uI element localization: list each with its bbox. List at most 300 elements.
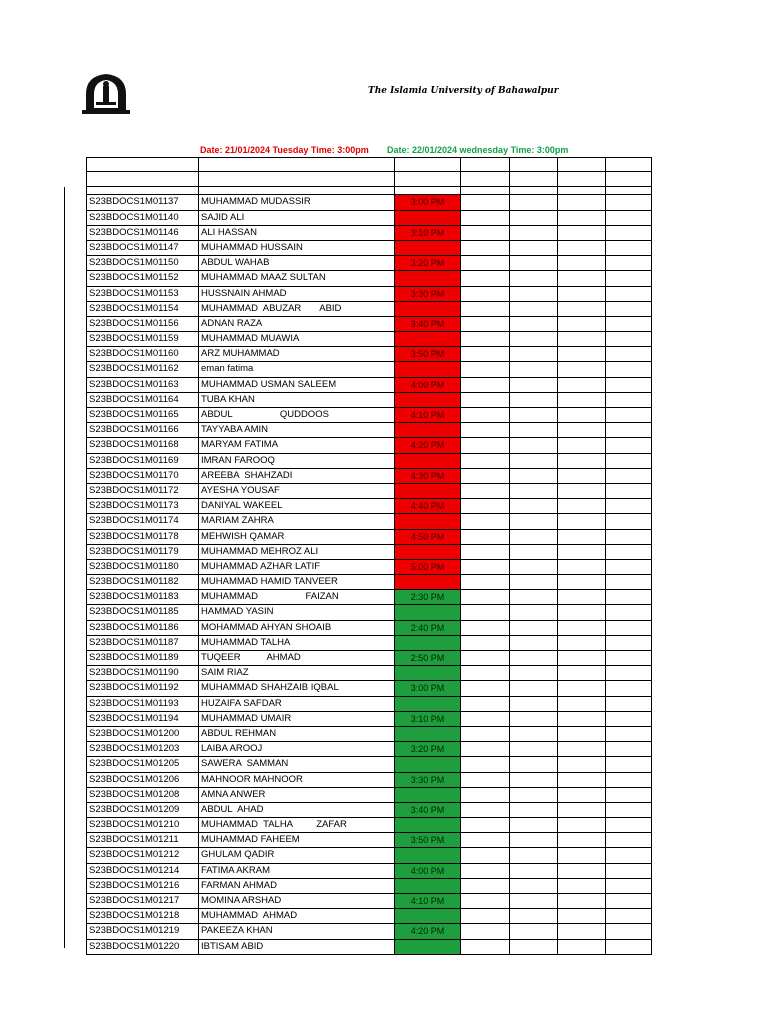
empty-cell [460,879,509,893]
student-name-cell: MARIAM ZAHRA [198,514,394,528]
time-slot-cell [394,484,460,498]
empty-cell [460,636,509,650]
empty-cell [460,514,509,528]
empty-cell [605,484,652,498]
empty-cell [460,757,509,771]
empty-cell [509,317,557,331]
empty-cell [557,408,605,422]
empty-cell [605,879,652,893]
empty-cell [557,773,605,787]
empty-cell [605,818,652,832]
empty-cell [557,484,605,498]
empty-cell [460,454,509,468]
time-slot-cell: 4:00 PM [394,378,460,392]
time-slot-cell: 4:10 PM [394,408,460,422]
table-row [86,545,652,560]
time-slot-cell [394,545,460,559]
student-name-cell: AREEBA SHAHZADI [198,469,394,483]
empty-cell [460,681,509,695]
empty-cell [557,621,605,635]
empty-cell [509,454,557,468]
left-margin-line [64,187,65,948]
empty-cell [605,393,652,407]
empty-cell [557,332,605,346]
student-id-cell: S23BDOCS1M01190 [86,666,198,680]
empty-cell [557,575,605,589]
empty-cell [557,879,605,893]
time-slot-cell [394,818,460,832]
empty-cell [509,332,557,346]
table-row [86,788,652,803]
student-id-cell: S23BDOCS1M01146 [86,226,198,240]
student-id-cell: S23BDOCS1M01164 [86,393,198,407]
table-row [86,438,652,453]
student-id-cell: S23BDOCS1M01209 [86,803,198,817]
empty-cell [557,195,605,209]
table-row [86,666,652,681]
student-name-cell: MUHAMMAD ABUZAR ABID [198,302,394,316]
empty-cell [605,788,652,802]
table-row [86,757,652,772]
empty-cell [509,757,557,771]
empty-cell [509,651,557,665]
empty-cell [605,317,652,331]
empty-cell [605,864,652,878]
empty-cell [509,666,557,680]
table-row [86,560,652,575]
time-slot-cell [394,271,460,285]
empty-cell [509,484,557,498]
student-name-cell: MUHAMMAD MEHROZ ALI [198,545,394,559]
table-row [86,894,652,909]
empty-cell [557,347,605,361]
table-row [86,924,652,939]
empty-cell [605,408,652,422]
empty-cell [460,575,509,589]
table-row [86,332,652,347]
student-id-cell: S23BDOCS1M01182 [86,575,198,589]
empty-cell [460,226,509,240]
student-id-cell: S23BDOCS1M01172 [86,484,198,498]
student-name-cell: SAWERA SAMMAN [198,757,394,771]
student-name-cell: IBTISAM ABID [198,940,394,954]
table-row [86,195,652,210]
student-id-cell: S23BDOCS1M01212 [86,848,198,862]
student-name-cell: IMRAN FAROOQ [198,454,394,468]
time-slot-cell: 4:40 PM [394,499,460,513]
student-name-cell: SAJID ALI [198,211,394,225]
empty-cell [605,773,652,787]
student-id-cell: S23BDOCS1M01169 [86,454,198,468]
empty-cell [557,864,605,878]
empty-cell [509,545,557,559]
empty-cell [605,211,652,225]
empty-cell [605,362,652,376]
schedule-rows [86,195,652,954]
student-name-cell: ABDUL AHAD [198,803,394,817]
table-row [86,484,652,499]
table-row [86,575,652,590]
empty-cell [509,818,557,832]
empty-cell [460,864,509,878]
empty-cell [557,499,605,513]
empty-cell [605,848,652,862]
student-id-cell: S23BDOCS1M01150 [86,256,198,270]
empty-cell [460,378,509,392]
student-name-cell: MUHAMMAD AHMAD [198,909,394,923]
time-slot-cell [394,940,460,954]
time-slot-cell [394,605,460,619]
time-slot-cell [394,788,460,802]
empty-cell [509,742,557,756]
empty-cell [557,712,605,726]
empty-cell [460,469,509,483]
student-id-cell: S23BDOCS1M01183 [86,590,198,604]
student-id-cell: S23BDOCS1M01174 [86,514,198,528]
empty-cell [509,575,557,589]
student-id-cell: S23BDOCS1M01159 [86,332,198,346]
empty-cell [509,287,557,301]
empty-cell [605,803,652,817]
student-id-cell: S23BDOCS1M01211 [86,833,198,847]
empty-cell [460,909,509,923]
empty-cell [509,241,557,255]
student-name-cell: ARZ MUHAMMAD [198,347,394,361]
time-slot-cell [394,666,460,680]
day1-date-label: Date: 21/01/2024 Tuesday Time: 3:00pm [200,145,369,155]
empty-cell [557,560,605,574]
student-name-cell: MUHAMMAD USMAN SALEEM [198,378,394,392]
table-row [86,530,652,545]
table-row [86,879,652,894]
day2-date-label: Date: 22/01/2024 wednesday Time: 3:00pm [387,145,569,155]
time-slot-cell [394,302,460,316]
empty-cell [509,378,557,392]
table-row [86,423,652,438]
empty-cell [509,621,557,635]
empty-cell [509,408,557,422]
student-id-cell: S23BDOCS1M01193 [86,697,198,711]
student-name-cell: HAMMAD YASIN [198,605,394,619]
header-row [86,157,652,172]
time-slot-cell [394,575,460,589]
empty-cell [509,530,557,544]
table-row [86,712,652,727]
empty-cell [557,697,605,711]
empty-cell [557,211,605,225]
empty-cell [460,347,509,361]
student-id-cell: S23BDOCS1M01166 [86,423,198,437]
empty-cell [557,605,605,619]
time-slot-cell: 3:50 PM [394,833,460,847]
empty-cell [509,211,557,225]
empty-cell [557,271,605,285]
student-id-cell: S23BDOCS1M01137 [86,195,198,209]
time-slot-cell: 3:30 PM [394,773,460,787]
table-row [86,636,652,651]
empty-cell [605,241,652,255]
table-row [86,697,652,712]
empty-cell [460,287,509,301]
student-name-cell: ADNAN RAZA [198,317,394,331]
empty-cell [605,681,652,695]
empty-cell [557,378,605,392]
table-row [86,256,652,271]
student-name-cell: MUHAMMAD SHAHZAIB IQBAL [198,681,394,695]
time-slot-cell [394,454,460,468]
student-name-cell: SAIM RIAZ [198,666,394,680]
empty-cell [509,393,557,407]
empty-cell [460,393,509,407]
empty-cell [509,438,557,452]
empty-cell [605,697,652,711]
empty-cell [509,362,557,376]
student-name-cell: MUHAMMAD HAMID TANVEER [198,575,394,589]
student-name-cell: MOMINA ARSHAD [198,894,394,908]
student-id-cell: S23BDOCS1M01203 [86,742,198,756]
empty-cell [557,909,605,923]
student-id-cell: S23BDOCS1M01185 [86,605,198,619]
student-id-cell: S23BDOCS1M01160 [86,347,198,361]
empty-cell [557,302,605,316]
empty-cell [460,560,509,574]
empty-cell [509,423,557,437]
empty-cell [509,590,557,604]
empty-cell [460,332,509,346]
empty-cell [557,727,605,741]
empty-cell [605,894,652,908]
student-id-cell: S23BDOCS1M01200 [86,727,198,741]
student-name-cell: DANIYAL WAKEEL [198,499,394,513]
time-slot-cell: 5:00 PM [394,560,460,574]
empty-cell [557,454,605,468]
empty-cell [605,271,652,285]
student-id-cell: S23BDOCS1M01168 [86,438,198,452]
student-id-cell: S23BDOCS1M01217 [86,894,198,908]
empty-cell [605,757,652,771]
empty-cell [605,924,652,938]
student-name-cell: MUHAMMAD FAIZAN [198,590,394,604]
empty-cell [509,195,557,209]
student-id-cell: S23BDOCS1M01194 [86,712,198,726]
time-slot-cell [394,879,460,893]
empty-cell [509,560,557,574]
student-name-cell: FARMAN AHMAD [198,879,394,893]
empty-cell [460,302,509,316]
empty-cell [460,271,509,285]
student-name-cell: MUHAMMAD UMAIR [198,712,394,726]
table-row [86,271,652,286]
time-slot-cell [394,909,460,923]
empty-cell [557,924,605,938]
time-slot-cell: 3:00 PM [394,681,460,695]
empty-cell [605,545,652,559]
empty-cell [557,651,605,665]
time-slot-cell [394,514,460,528]
empty-cell [605,438,652,452]
time-slot-cell [394,697,460,711]
table-row [86,514,652,529]
table-row [86,211,652,226]
student-id-cell: S23BDOCS1M01205 [86,757,198,771]
empty-cell [557,530,605,544]
time-slot-cell: 3:10 PM [394,226,460,240]
empty-cell [509,924,557,938]
university-title: The Islamia University of Bahawalpur [368,86,559,96]
empty-cell [557,226,605,240]
empty-cell [509,909,557,923]
empty-cell [460,590,509,604]
empty-cell [460,940,509,954]
student-id-cell: S23BDOCS1M01214 [86,864,198,878]
table-row [86,818,652,833]
student-name-cell: MUHAMMAD MAAZ SULTAN [198,271,394,285]
time-slot-cell: 4:20 PM [394,438,460,452]
empty-cell [605,940,652,954]
student-id-cell: S23BDOCS1M01153 [86,287,198,301]
time-slot-cell [394,423,460,437]
empty-cell [509,848,557,862]
table-row [86,408,652,423]
empty-cell [605,712,652,726]
time-slot-cell: 4:20 PM [394,924,460,938]
empty-cell [605,514,652,528]
empty-cell [605,560,652,574]
table-row [86,621,652,636]
table-row [86,499,652,514]
empty-cell [460,499,509,513]
student-name-cell: AYESHA YOUSAF [198,484,394,498]
student-name-cell: MAHNOOR MAHNOOR [198,773,394,787]
time-slot-cell: 2:40 PM [394,621,460,635]
student-id-cell: S23BDOCS1M01206 [86,773,198,787]
time-slot-cell: 2:50 PM [394,651,460,665]
table-row [86,803,652,818]
empty-cell [509,773,557,787]
empty-cell [460,833,509,847]
time-slot-cell: 4:30 PM [394,469,460,483]
empty-cell [605,499,652,513]
student-id-cell: S23BDOCS1M01210 [86,818,198,832]
empty-cell [460,256,509,270]
empty-cell [605,530,652,544]
time-slot-cell [394,757,460,771]
student-name-cell: MUHAMMAD AZHAR LATIF [198,560,394,574]
schedule-table [86,157,652,955]
student-id-cell: S23BDOCS1M01156 [86,317,198,331]
empty-cell [557,590,605,604]
student-id-cell: S23BDOCS1M01218 [86,909,198,923]
time-slot-cell: 3:50 PM [394,347,460,361]
empty-cell [509,833,557,847]
time-slot-cell: 3:20 PM [394,256,460,270]
empty-cell [460,195,509,209]
empty-cell [509,636,557,650]
empty-cell [605,742,652,756]
student-name-cell: eman fatima [198,362,394,376]
empty-cell [557,788,605,802]
time-slot-cell [394,332,460,346]
student-id-cell: S23BDOCS1M01180 [86,560,198,574]
empty-cell [605,332,652,346]
empty-cell [460,211,509,225]
time-slot-cell [394,727,460,741]
table-row [86,454,652,469]
empty-cell [460,545,509,559]
table-row [86,393,652,408]
time-slot-cell: 3:30 PM [394,287,460,301]
empty-cell [460,621,509,635]
student-name-cell: FATIMA AKRAM [198,864,394,878]
table-row [86,317,652,332]
empty-cell [509,712,557,726]
empty-cell [509,864,557,878]
table-row [86,864,652,879]
student-id-cell: S23BDOCS1M01163 [86,378,198,392]
table-row [86,773,652,788]
empty-cell [509,894,557,908]
empty-cell [605,666,652,680]
time-slot-cell [394,211,460,225]
empty-cell [557,469,605,483]
empty-cell [605,575,652,589]
student-id-cell: S23BDOCS1M01216 [86,879,198,893]
spacer-row [86,187,652,195]
empty-cell [557,833,605,847]
student-id-cell: S23BDOCS1M01173 [86,499,198,513]
student-id-cell: S23BDOCS1M01186 [86,621,198,635]
table-row [86,469,652,484]
table-row [86,378,652,393]
student-id-cell: S23BDOCS1M01187 [86,636,198,650]
student-name-cell: ABDUL REHMAN [198,727,394,741]
empty-cell [460,362,509,376]
empty-cell [557,256,605,270]
student-name-cell: MUHAMMAD MUAWIA [198,332,394,346]
table-row [86,848,652,863]
student-name-cell: MUHAMMAD TALHA ZAFAR [198,818,394,832]
empty-cell [460,408,509,422]
student-name-cell: AMNA ANWER [198,788,394,802]
empty-cell [460,697,509,711]
empty-cell [605,347,652,361]
table-row [86,742,652,757]
university-logo [80,72,132,114]
empty-cell [460,712,509,726]
student-id-cell: S23BDOCS1M01162 [86,362,198,376]
student-name-cell: MUHAMMAD HUSSAIN [198,241,394,255]
time-slot-cell [394,241,460,255]
empty-cell [460,484,509,498]
empty-cell [557,666,605,680]
student-id-cell: S23BDOCS1M01179 [86,545,198,559]
empty-cell [509,879,557,893]
student-name-cell: ABDUL WAHAB [198,256,394,270]
empty-cell [509,727,557,741]
student-name-cell: TUBA KHAN [198,393,394,407]
empty-cell [509,697,557,711]
empty-cell [557,545,605,559]
student-name-cell: LAIBA AROOJ [198,742,394,756]
student-id-cell: S23BDOCS1M01140 [86,211,198,225]
empty-cell [460,742,509,756]
table-row [86,362,652,377]
empty-cell [509,499,557,513]
empty-cell [509,469,557,483]
student-id-cell: S23BDOCS1M01220 [86,940,198,954]
student-name-cell: ALI HASSAN [198,226,394,240]
empty-cell [557,742,605,756]
